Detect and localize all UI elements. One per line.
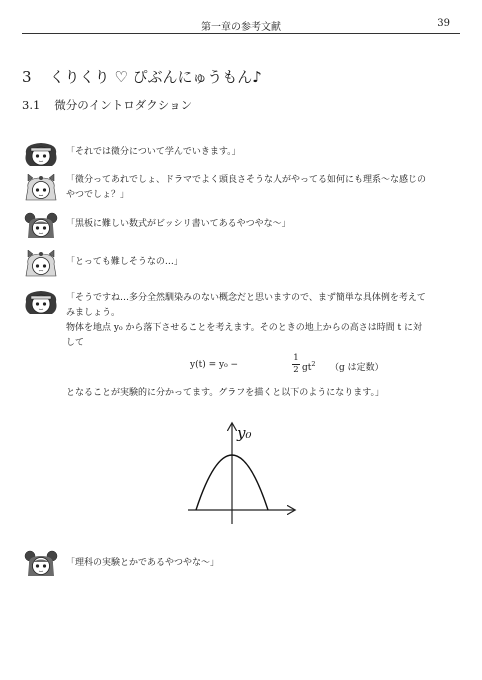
running-title: 第一章の参考文献 <box>201 22 281 33</box>
peak-label: y₀ <box>237 424 252 442</box>
parabola-graph <box>180 418 300 530</box>
formula-fraction <box>292 353 300 376</box>
speech-4 <box>66 255 462 270</box>
fraction-denominator: 2 <box>293 365 299 375</box>
girl-headband-avatar <box>22 288 60 316</box>
girl-mouse-ears-avatar <box>22 212 60 240</box>
formula-rhs <box>302 360 316 373</box>
speech-1 <box>66 145 462 160</box>
formula-lhs: y(t) = y₀ − <box>190 360 239 370</box>
height-formula <box>190 353 390 378</box>
girl-headband-avatar <box>22 140 60 168</box>
speech-line: 「微分ってあれでしょ、ドラマでよく頭良さそうな人がやってる如何にも理系〜な感じの <box>66 175 427 185</box>
section-number: 3 <box>22 68 32 86</box>
formula-rhs-exponent: 2 <box>311 360 316 368</box>
speech-line: やつでしょ？」 <box>66 190 130 200</box>
speech-line: 「とっても難しそうなの…」 <box>66 257 183 267</box>
formula-note: （g は定数） <box>330 363 384 373</box>
speech-line: 物体を地点 y₀ から落下させることを考えます。そのときの地上からの高さは時間 t に対 <box>66 323 423 333</box>
speech-6 <box>66 556 462 571</box>
girl-bow-avatar <box>22 174 60 202</box>
fraction-numerator: 1 <box>293 353 299 363</box>
speech-2 <box>66 173 462 203</box>
formula-rhs-base: gt <box>302 363 312 373</box>
page-number: 39 <box>437 18 450 29</box>
girl-mouse-ears-avatar <box>22 550 60 578</box>
section-heading <box>22 66 262 87</box>
subsection-heading <box>22 97 192 113</box>
running-header <box>22 13 460 34</box>
subsection-number: 3.1 <box>22 98 41 112</box>
section-title: くりくり ♡ ぴぶんにゅうもん♪ <box>49 68 262 86</box>
speech-line: 「黒板に難しい数式がビッシリ書いてあるやつやな〜」 <box>66 219 291 229</box>
speech-5-continued <box>66 386 462 401</box>
speech-5 <box>66 291 462 351</box>
speech-line: 「理科の実験とかであるやつやな〜」 <box>66 558 220 568</box>
speech-line: 「それでは微分について学んでいきます。」 <box>66 147 241 157</box>
speech-3 <box>66 217 462 232</box>
speech-line: となることが実験的に分かってます。グラフを描くと以下のようになります。」 <box>66 388 385 398</box>
speech-line: して <box>66 338 85 348</box>
girl-bow-avatar <box>22 250 60 278</box>
subsection-title: 微分のイントロダクション <box>54 98 193 112</box>
speech-line: 「そうですね…多分全然馴染みのない概念だと思いますので、まず簡単な具体例を考えて <box>66 293 426 303</box>
speech-line: みましょう。 <box>66 308 121 318</box>
